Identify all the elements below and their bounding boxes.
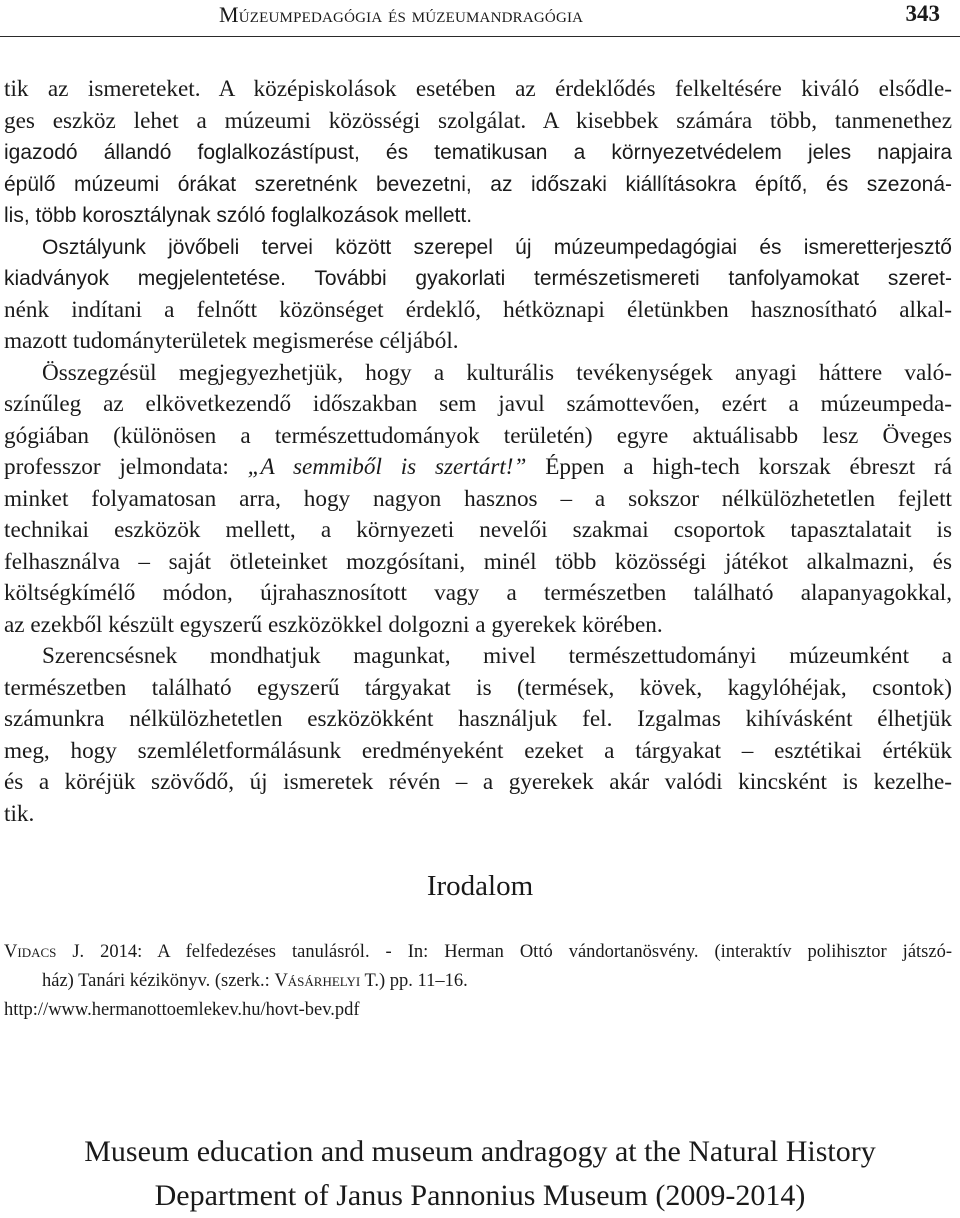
reference-line <box>4 938 952 967</box>
text-line: Szerencsésnek mondhatjuk magunkat, mivel természettudományi múzeumként a <box>42 643 952 669</box>
text-line: számunkra nélkülözhetetlen eszközökként használjuk fel. Izgalmas kihívásként élhetjük <box>4 706 952 732</box>
reference-editor: Vásárhelyi T. <box>274 971 380 991</box>
text-line: mazott tudományterületek megismerése céljából. <box>4 328 459 354</box>
body-text <box>4 74 952 830</box>
text-line: minket folyamatosan arra, hogy nagyon hasznos – a sokszor nélkülözhetetlen fejlett <box>4 485 952 512</box>
reference-text: ) pp. 11–16. <box>379 971 468 991</box>
reference-text: 2014: A felfedezéses tanulásról. - In: Herman Ottó vándortanösvény. (interaktív polihisztor játszó- <box>84 942 952 962</box>
text-line: tik az ismereteket. A középiskolások esetében az érdeklődés felkeltésére kiváló elsődle- <box>4 76 952 102</box>
text-line: az ezekből készült egyszerű eszközökkel dolgozni a gyerekek körében. <box>4 611 663 638</box>
literature-heading: Irodalom <box>426 870 534 902</box>
text-line: ges eszköz lehet a múzeumi közösségi szolgálat. A kisebbek számára több, tanmenethez <box>4 107 952 134</box>
text-line: Osztályunk jövőbeli tervei között szerepel új múzeumpedagógiai és ismeretterjesztő <box>42 235 952 259</box>
text-line <box>4 452 952 484</box>
reference-text: ház) Tanári kézikönyv. (szerk.: <box>42 971 275 991</box>
english-title-line-2: Department of Janus Pannonius Museum (2009-2014) <box>154 1179 806 1212</box>
paragraph-2 <box>4 232 952 358</box>
english-title-line-1: Museum education and museum andragogy at the Natural History <box>84 1135 876 1168</box>
text-line: és a köréjük szövődő, új ismeretek révén – a gyerekek akár valódi kincsként is kezelhe- <box>4 769 952 795</box>
running-title: Múzeumpedagógia és múzeumandragógia <box>219 2 584 27</box>
text-line: gógiában (különösen a természettudományok területén) egyre aktuálisabb lesz Öveges <box>4 422 952 449</box>
text-segment: professzor jelmondata: <box>4 454 248 480</box>
paragraph-1 <box>4 74 952 232</box>
text-line: technikai eszközök mellett, a környezeti nevelői szakmai csoportok tapasztalatait is <box>4 517 952 543</box>
text-line: kiadványok megjelentetése. További gyakorlati természetismereti tanfolyamokat szeret- <box>4 267 952 290</box>
text-line: tik. <box>4 800 35 827</box>
reference-url: http://www.hermanottoemlekev.hu/hovt-bev.pdf <box>4 1000 360 1020</box>
text-line: színűleg az elkövetkezendő időszakban sem javul számottevően, ezért a múzeumpeda- <box>4 391 952 417</box>
text-line: felhasználva – saját ötleteinket mozgósítani, minél több közösségi játékot alkalmazni, és <box>4 548 952 575</box>
reference-author: Vidacs J. <box>4 942 85 962</box>
page-header <box>0 0 960 37</box>
text-line: meg, hogy szemléletformálásunk eredményeként ezeket a tárgyakat – esztétikai értékük <box>4 737 952 764</box>
text-line: Összegzésül megjegyezhetjük, hogy a kulturális tevékenységek anyagi háttere való- <box>42 359 952 386</box>
text-line: költségkímélő módon, újrahasznosított vagy a természetben található alapanyagokkal, <box>4 580 952 606</box>
text-segment: Éppen a high-tech korszak ébreszt rá <box>526 454 952 480</box>
text-line: lis, több korosztálynak szóló foglalkozások mellett. <box>4 204 473 227</box>
text-line: igazodó állandó foglalkozástípust, és tematikusan a környezetvédelem jeles napjaira <box>4 141 952 164</box>
text-line: természetben található egyszerű tárgyakat is (termések, kövek, kagylóhéjak, csontok) <box>4 674 952 701</box>
english-title <box>0 1130 960 1218</box>
paragraph-3 <box>4 358 952 642</box>
paragraph-4 <box>4 641 952 830</box>
reference-list <box>4 938 952 1025</box>
page-number: 343 <box>905 1 940 26</box>
text-line: épülő múzeumi órákat szeretnénk bevezetni, az időszaki kiállításokra építő, és szezoná- <box>4 172 952 196</box>
reference-line <box>4 967 952 996</box>
text-line: nénk indítani a felnőtt közönséget érdeklő, hétköznapi életünkben hasznosítható alkal- <box>4 296 952 323</box>
motto-quote: „A semmiből is szertárt!” <box>247 454 527 480</box>
